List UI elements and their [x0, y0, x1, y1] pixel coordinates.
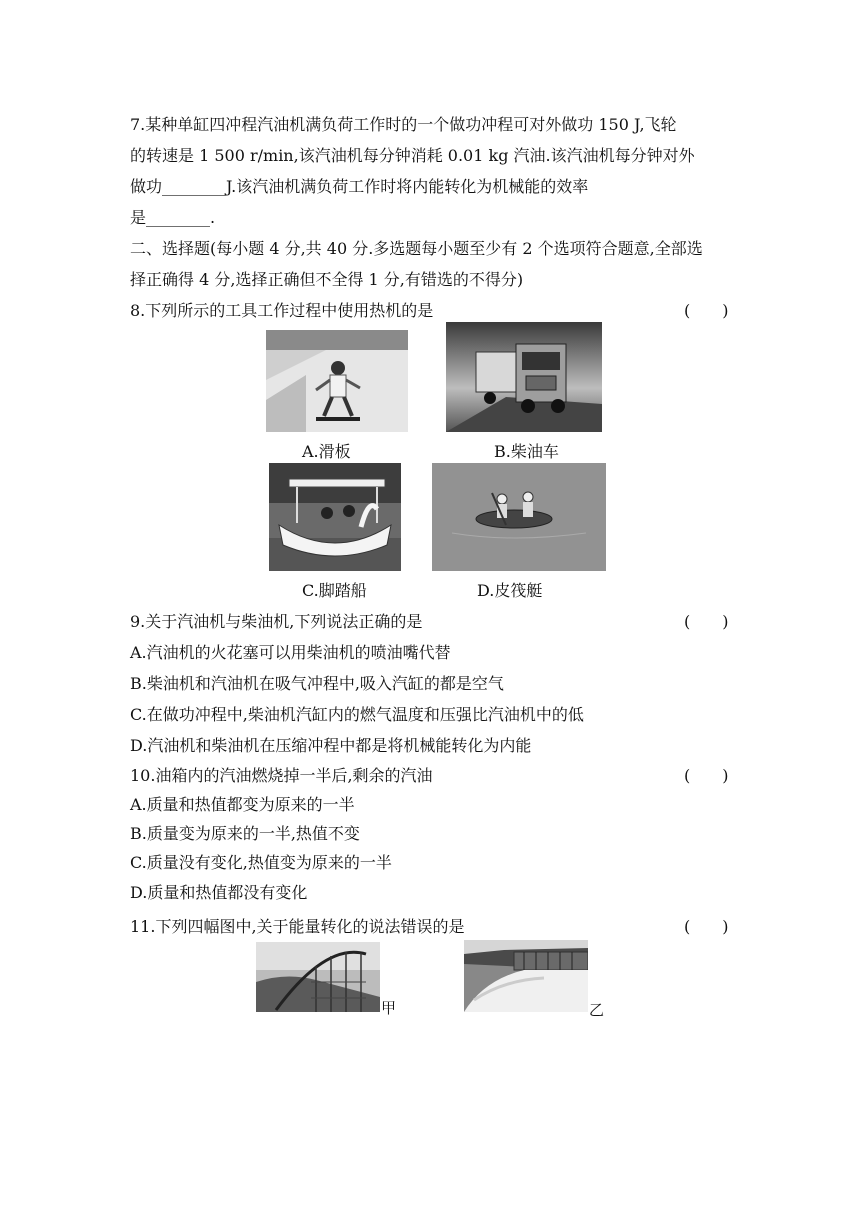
- section2-line-1: 二、选择题(每小题 4 分,共 40 分.多选题每小题至少有 2 个选项符合题意,全部选: [130, 239, 703, 258]
- skateboard-photo: [266, 330, 408, 432]
- rubber-raft-photo: [432, 463, 606, 571]
- q7-line-1: 7.某种单缸四冲程汽油机满负荷工作时的一个做功冲程可对外做功 150 J,飞轮: [130, 115, 677, 134]
- q9-option-c: C.在做功冲程中,柴油机汽缸内的燃气温度和压强比汽油机中的低: [130, 705, 584, 724]
- q10-answer-paren: ( ): [684, 766, 729, 785]
- q10-option-b: B.质量变为原来的一半,热值不变: [130, 824, 360, 843]
- q9-option-d: D.汽油机和柴油机在压缩冲程中都是将机械能转化为内能: [130, 736, 532, 755]
- q10-option-d: D.质量和热值都没有变化: [130, 883, 308, 902]
- section2-line-2: 择正确得 4 分,选择正确但不全得 1 分,有错选的不得分): [130, 270, 524, 289]
- q7-line-2: 的转速是 1 500 r/min,该汽油机每分钟消耗 0.01 kg 汽油.该汽油机每分钟对外: [130, 146, 695, 165]
- q9-stem: 9.关于汽油机与柴油机,下列说法正确的是: [130, 612, 423, 631]
- q10-option-a: A.质量和热值都变为原来的一半: [130, 795, 355, 814]
- q7-line-4: 是________.: [130, 208, 216, 227]
- option-d-caption: D.皮筏艇: [477, 581, 543, 600]
- q10-stem: 10.油箱内的汽油燃烧掉一半后,剩余的汽油: [130, 766, 433, 785]
- dam-spillway-photo: [464, 940, 588, 1012]
- diesel-truck-photo: [446, 322, 602, 432]
- q9-option-a: A.汽油机的火花塞可以用柴油机的喷油嘴代替: [130, 643, 451, 662]
- q8-stem: 8.下列所示的工具工作过程中使用热机的是: [130, 301, 434, 320]
- option-a-caption: A.滑板: [302, 442, 351, 461]
- option-b-caption: B.柴油车: [494, 442, 559, 461]
- roller-coaster-photo: [256, 942, 380, 1012]
- option-c-caption: C.脚踏船: [302, 581, 367, 600]
- q9-answer-paren: ( ): [684, 612, 729, 631]
- q10-option-c: C.质量没有变化,热值变为原来的一半: [130, 853, 392, 872]
- q8-answer-paren: ( ): [684, 301, 729, 320]
- figure-jia-label: 甲: [381, 999, 397, 1017]
- q7-line-3: 做功________J.该汽油机满负荷工作时将内能转化为机械能的效率: [130, 177, 589, 196]
- q9-option-b: B.柴油机和汽油机在吸气冲程中,吸入汽缸的都是空气: [130, 674, 504, 693]
- q11-answer-paren: ( ): [684, 917, 729, 936]
- q11-stem: 11.下列四幅图中,关于能量转化的说法错误的是: [130, 917, 465, 936]
- figure-yi-label: 乙: [589, 1001, 605, 1019]
- pedal-boat-photo: [269, 463, 401, 571]
